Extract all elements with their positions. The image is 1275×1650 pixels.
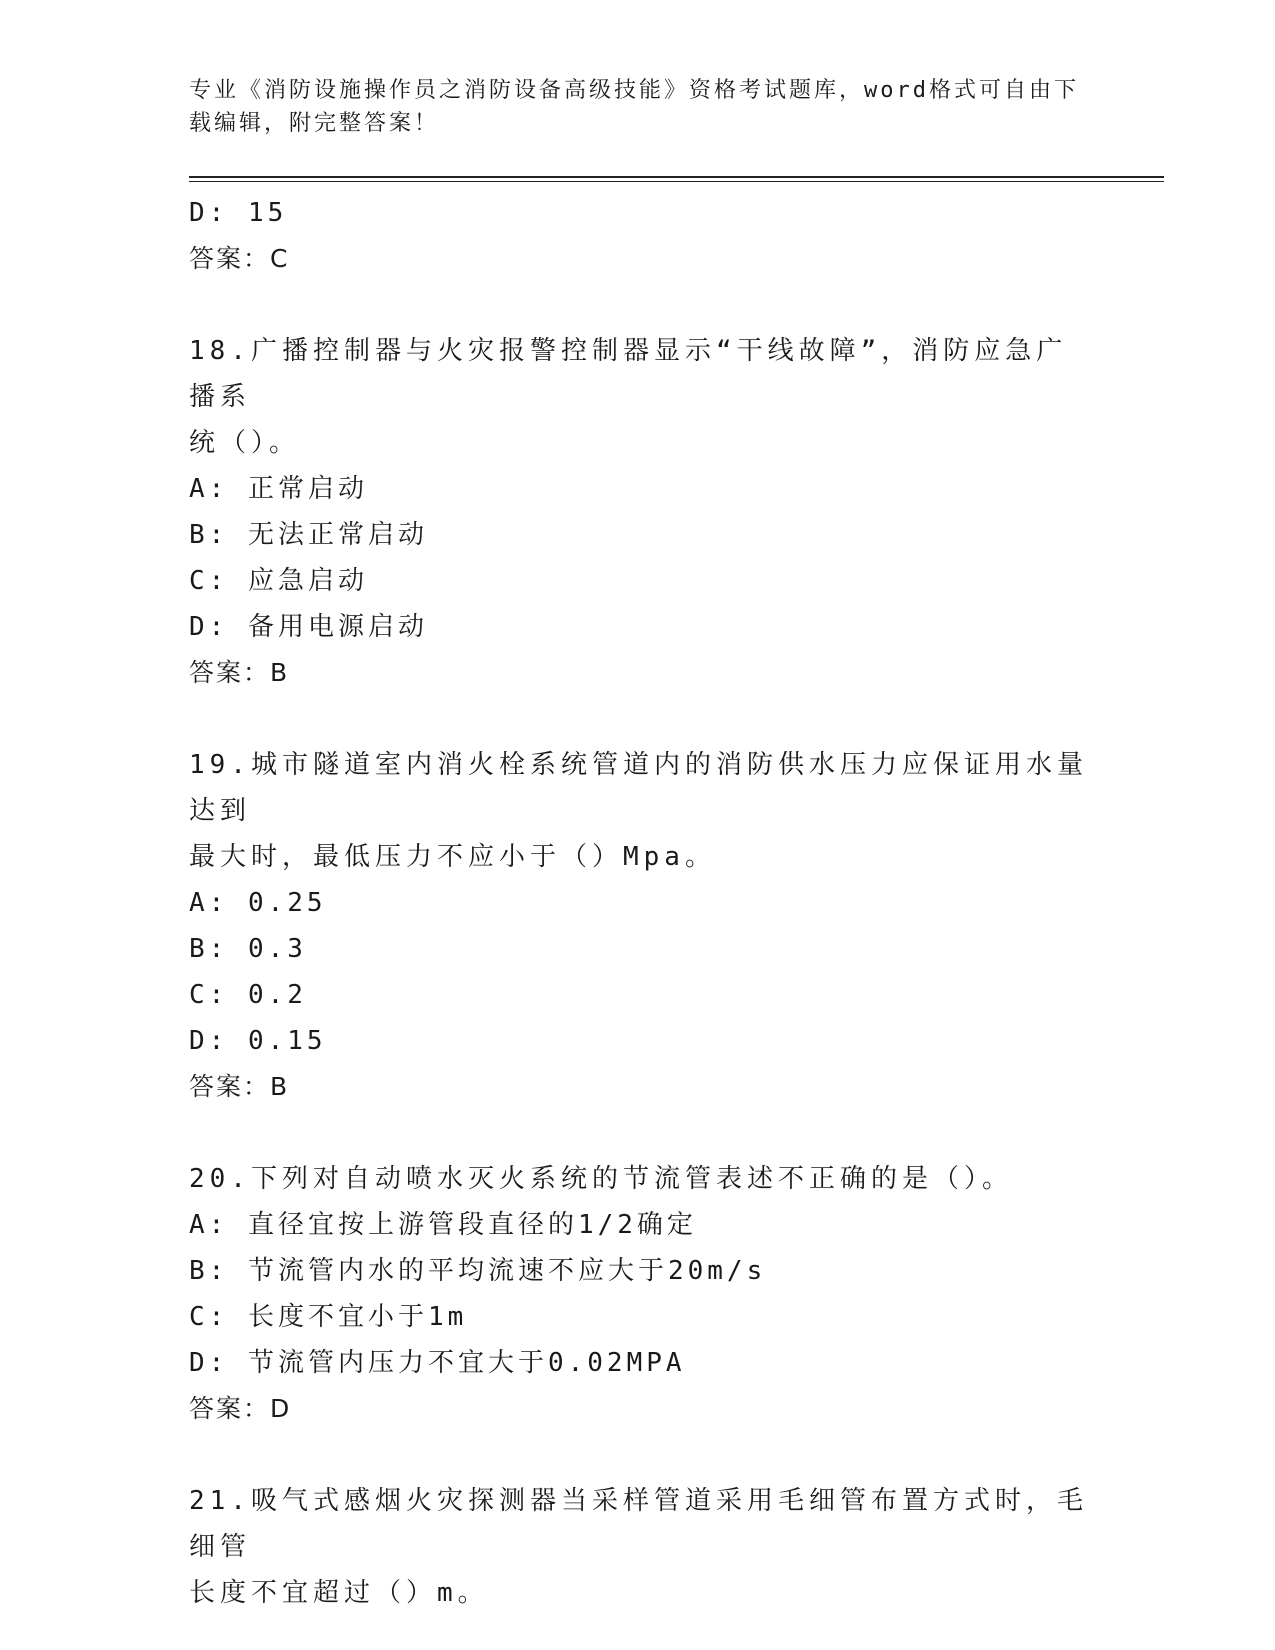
option-d: D: 15 <box>189 198 288 228</box>
question-20 <box>189 1156 1089 1432</box>
option-b: B: 0.3 <box>189 934 307 964</box>
option-b: B: 无法正常启动 <box>189 520 428 550</box>
option-c: C: 0.2 <box>189 980 307 1010</box>
option-b: B: 节流管内水的平均流速不应大于20m/s <box>189 1256 767 1286</box>
question-17-tail <box>189 190 1089 282</box>
question-21 <box>189 1478 1089 1616</box>
header-rule-thin <box>189 181 1164 182</box>
question-text-cont: 统（）。 <box>189 428 301 458</box>
option-d: D: 备用电源启动 <box>189 612 428 642</box>
document-header <box>189 74 1089 140</box>
answer: 答案：B <box>189 658 290 687</box>
option-d: D: 节流管内压力不宜大于0.02MPA <box>189 1348 686 1378</box>
option-a: A: 0.25 <box>189 888 327 918</box>
question-text: 20.下列对自动喷水灭火系统的节流管表述不正确的是（）。 <box>189 1164 1013 1194</box>
option-d: D: 0.15 <box>189 1026 327 1056</box>
option-a: A: 正常启动 <box>189 474 368 504</box>
question-text: 18.广播控制器与火灾报警控制器显示“干线故障”，消防应急广播系 <box>189 336 1068 412</box>
header-line-1: 专业《消防设施操作员之消防设备高级技能》资格考试题库，word格式可自由下 <box>189 78 1079 103</box>
question-text: 21.吸气式感烟火灾探测器当采样管道采用毛细管布置方式时，毛细管 <box>189 1486 1088 1562</box>
answer: 答案：D <box>189 1394 292 1423</box>
document-body <box>189 190 1089 1616</box>
question-text: 19.城市隧道室内消火栓系统管道内的消防供水压力应保证用水量达到 <box>189 750 1088 826</box>
option-c: C: 长度不宜小于1m <box>189 1302 468 1332</box>
question-19 <box>189 742 1089 1110</box>
question-text-cont: 最大时，最低压力不应小于（）Mpa。 <box>189 842 716 872</box>
option-a: A: 直径宜按上游管段直径的1/2确定 <box>189 1210 697 1240</box>
answer: 答案：C <box>189 244 290 273</box>
question-18 <box>189 328 1089 696</box>
question-text-cont: 长度不宜超过（）m。 <box>189 1578 489 1608</box>
header-rule <box>189 176 1164 178</box>
answer: 答案：B <box>189 1072 290 1101</box>
option-c: C: 应急启动 <box>189 566 368 596</box>
header-line-2: 载编辑，附完整答案！ <box>189 111 440 136</box>
